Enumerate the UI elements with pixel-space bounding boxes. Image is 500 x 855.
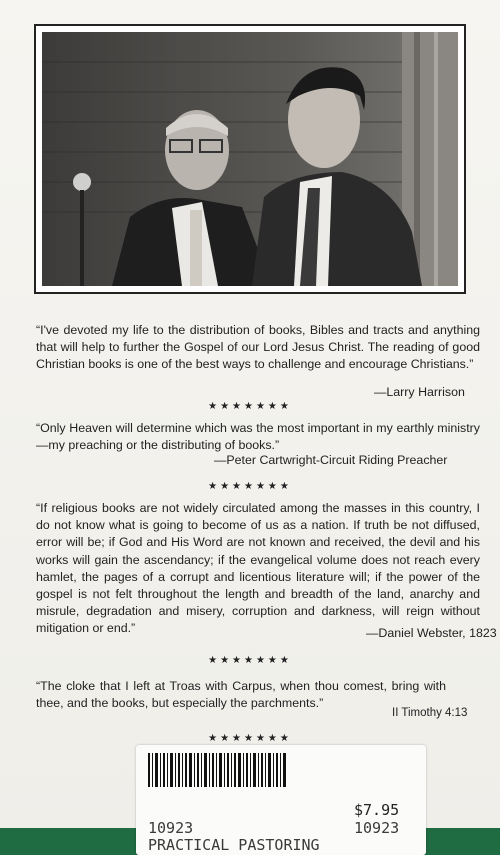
barcode-icon [148, 753, 288, 787]
quote-cartwright: “Only Heaven will determine which was the most important in my earthly ministry—my preaching or the distributing of books.” [36, 421, 480, 453]
quote-harrison: “I've devoted my life to the distribution of books, Bibles and tracts and anything that will help to further the Gospel of our Lord Jesus Christ. The reading of good Christian books is one of the best ways to challenge and encourage Christians.” [36, 323, 480, 372]
price-label: $7.95 [354, 801, 400, 819]
star-separator-3: ★★★★★★★ [208, 655, 292, 666]
item-code-left: 10923 [148, 819, 194, 837]
quote-timothy: “The cloke that I left at Troas with Carpus, when thou comest, bring with thee, and the books, but especially the parchments.” [36, 679, 446, 711]
photo-two-men [42, 32, 458, 286]
photo-frame [34, 24, 466, 294]
star-separator-2: ★★★★★★★ [208, 481, 292, 492]
book-title-label: PRACTICAL PASTORING [148, 836, 320, 854]
attribution-webster: —Daniel Webster, 1823 [366, 626, 497, 640]
photo-illustration [42, 32, 458, 286]
attribution-cartwright: —Peter Cartwright-Circuit Riding Preacher [214, 453, 448, 467]
price-sticker [136, 745, 426, 855]
quote-webster: “If religious books are not widely circulated among the masses in this country, I do not know what is going to become of us as a nation. If truth be not diffused, error will be; if God and His Word are not known and received, the devil and his works will gain the ascendancy; if the evangelical volume does not reach every hamlet, the pages of a corrupt and licentious literature will; if the power of the gospel is not felt throughout the length and breadth of the land, anarchy and misrule, degradation and misery, corruption and darkness, will reign without mitigation or end.” [36, 501, 480, 636]
item-code-right: 10923 [354, 819, 400, 837]
star-separator-1: ★★★★★★★ [208, 401, 292, 412]
attribution-timothy: II Timothy 4:13 [392, 707, 468, 719]
attribution-harrison: —Larry Harrison [374, 385, 465, 399]
star-separator-4: ★★★★★★★ [208, 733, 292, 744]
